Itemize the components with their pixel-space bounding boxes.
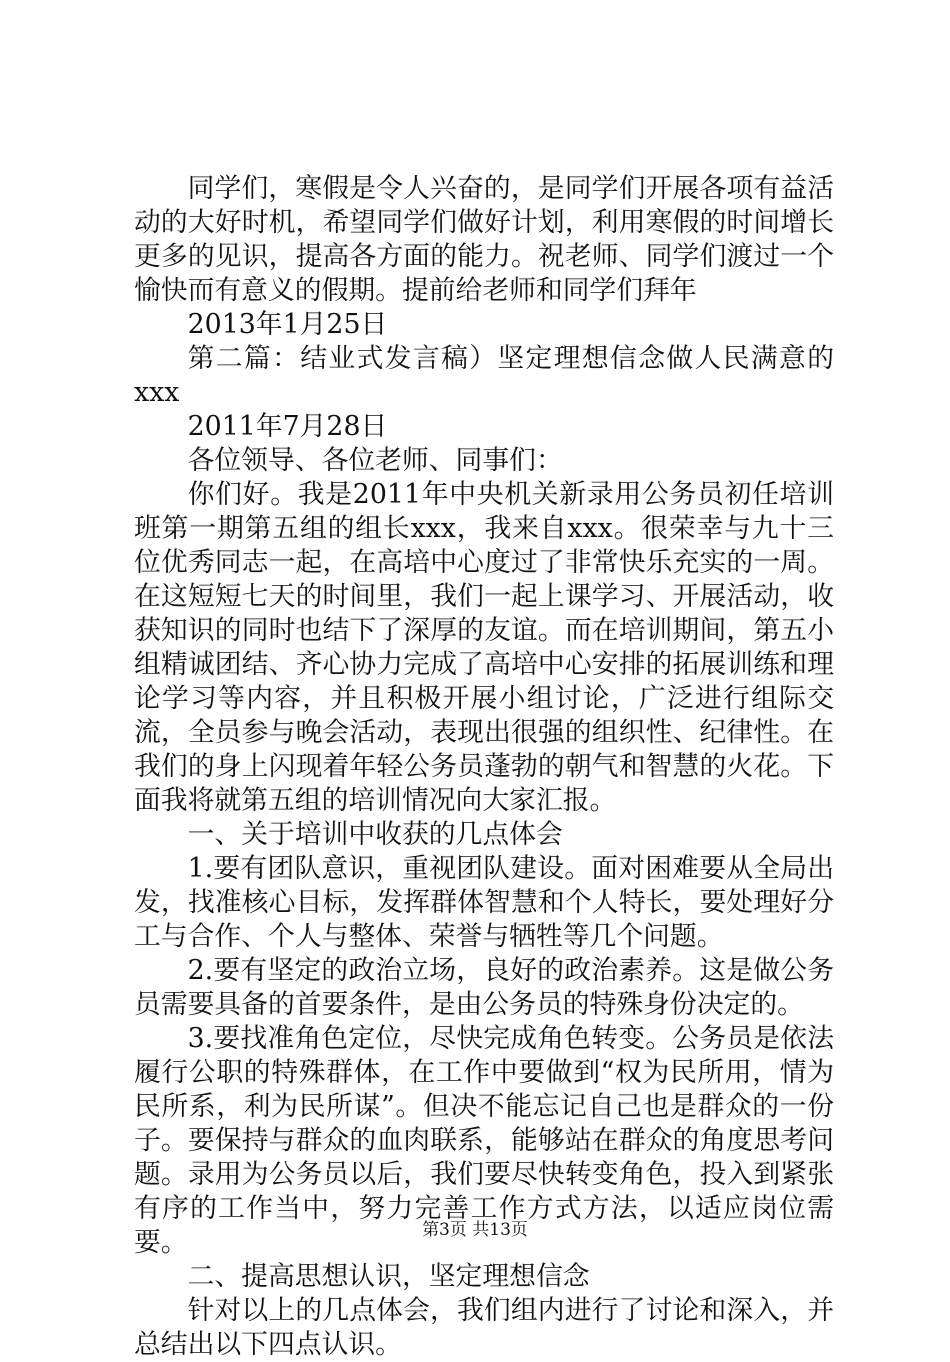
point-3: 3.要找准角色定位，尽快完成角色转变。公务员是依法履行公职的特殊群体，在工作中要做到“权为民所用，情为民所系，利为民所谋”。但决不能忘记自己也是群众的一份子。要保持与群众的血肉联系，能够站在群众的角度思考问题。录用为公务员以后，我们要尽快转变角色，投入到紧张有序的工作当中，努力完善工作方式方法，以适应岗位需要。 (134, 1023, 834, 1258)
date-2011: 2011年7月28日 (187, 411, 388, 442)
salutation: 各位领导、各位老师、同事们： (187, 445, 563, 476)
heading-1: 一、关于培训中收获的几点体会 (187, 819, 563, 850)
paragraph-1: 同学们，寒假是令人兴奋的，是同学们开展各项有益活动的大好时机，希望同学们做好计划，利用寒假的时间增长更多的见识，提高各方面的能力。祝老师、同学们渡过一个愉快而有意义的假期。提前给老师和同学们拜年 (134, 173, 834, 306)
paragraph-final: 针对以上的几点体会，我们组内进行了讨论和深入，并总结出以下四点认识。 (134, 1295, 834, 1360)
heading-2: 二、提高思想认识，坚定理想信念 (187, 1261, 590, 1292)
page-footer: 第3页 共13页 (422, 1220, 528, 1240)
document-body (134, 172, 834, 1362)
date-2013: 2013年1月25日 (187, 309, 388, 340)
section-title: 第二篇：结业式发言稿）坚定理想信念做人民满意的xxx (134, 343, 834, 408)
paragraph-intro: 你们好。我是2011年中央机关新录用公务员初任培训班第一期第五组的组长xxx，我来自xxx。很荣幸与九十三位优秀同志一起，在高培中心度过了非常快乐充实的一周。在这短短七天的时间里，我们一起上课学习、开展活动，收获知识的同时也结下了深厚的友谊。而在培训期间，第五小组精诚团结、齐心协力完成了高培中心安排的拓展训练和理论学习等内容，并且积极开展小组讨论，广泛进行组际交流，全员参与晚会活动，表现出很强的组织性、纪律性。在我们的身上闪现着年轻公务员蓬勃的朝气和智慧的火花。下面我将就第五组的培训情况向大家汇报。 (134, 479, 834, 816)
point-1: 1.要有团队意识，重视团队建设。面对困难要从全局出发，找准核心目标，发挥群体智慧和个人特长，要处理好分工与合作、个人与整体、荣誉与牺牲等几个问题。 (134, 853, 834, 952)
point-2: 2.要有坚定的政治立场，良好的政治素养。这是做公务员需要具备的首要条件，是由公务员的特殊身份决定的。 (134, 955, 834, 1020)
